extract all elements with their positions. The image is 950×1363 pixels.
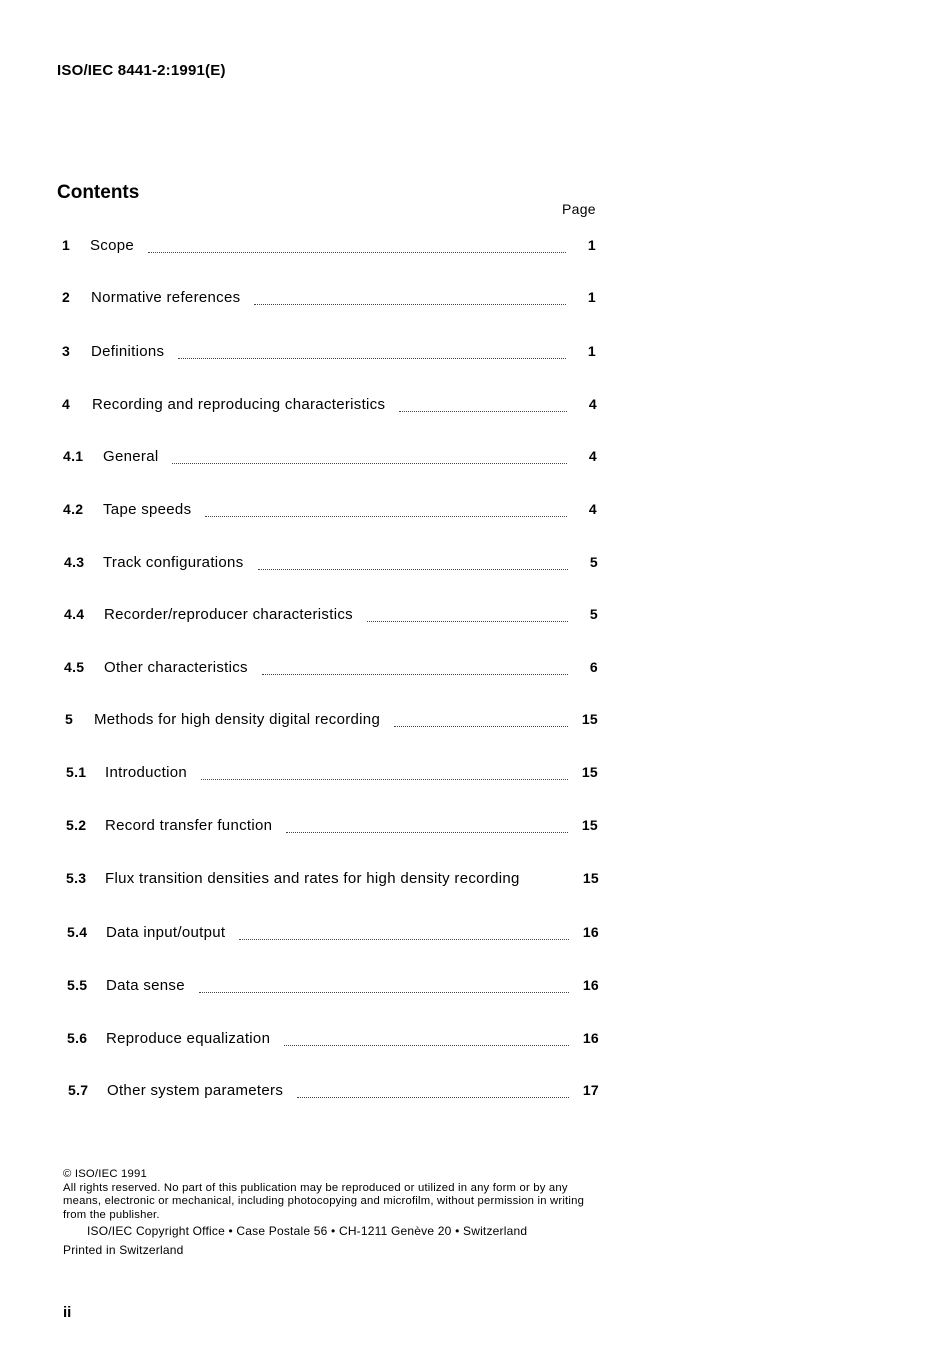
- document-identifier: ISO/IEC 8441-2:1991(E): [57, 62, 226, 79]
- copyright-office: ISO/IEC Copyright Office • Case Postale 56 • CH-1211 Genève 20 • Switzerland: [87, 1224, 528, 1238]
- toc-entry-number: 4.3: [64, 554, 85, 570]
- toc-entry-page: 1: [587, 289, 596, 305]
- toc-entry-page: 15: [582, 870, 599, 886]
- dot-leader: [178, 358, 566, 359]
- copyright-block: [63, 1168, 608, 1257]
- toc-entry-number: 5.5: [67, 977, 88, 993]
- toc-entry-number: 4.4: [64, 606, 85, 622]
- toc-entry-title: Track configurations: [103, 554, 244, 571]
- toc-entry-number: 5.4: [67, 924, 88, 940]
- toc-entry-page: 4: [588, 448, 597, 464]
- dot-leader: [367, 621, 568, 622]
- contents-heading: Contents: [57, 182, 140, 203]
- toc-entry-title: Methods for high density digital recording: [94, 711, 381, 728]
- toc-entry-number: 5: [65, 711, 74, 727]
- dot-leader: [199, 992, 569, 993]
- dot-leader: [399, 411, 567, 412]
- toc-entry-page: 5: [589, 606, 598, 622]
- toc-entry[interactable]: [68, 1082, 599, 1104]
- toc-entry-title: Reproduce equalization: [106, 1030, 271, 1047]
- toc-entry-title: Record transfer function: [105, 817, 273, 834]
- toc-entry-title: Recorder/reproducer characteristics: [104, 606, 353, 623]
- toc-entry-title: Tape speeds: [103, 501, 192, 518]
- toc-entry-page: 4: [588, 501, 597, 517]
- toc-entry-page: 5: [589, 554, 598, 570]
- toc-entry[interactable]: [67, 977, 599, 999]
- toc-entry[interactable]: [67, 924, 599, 946]
- toc-entry-number: 2: [62, 289, 71, 305]
- toc-entry-title: Introduction: [105, 764, 187, 781]
- toc-entry[interactable]: [65, 711, 598, 733]
- toc-entry[interactable]: [66, 870, 599, 892]
- toc-entry[interactable]: [67, 1030, 599, 1052]
- dot-leader: [258, 569, 568, 570]
- toc-entry-page: 15: [581, 817, 598, 833]
- toc-entry-page: 15: [581, 711, 598, 727]
- dot-leader: [284, 1045, 569, 1046]
- page-column-label: Page: [562, 201, 596, 217]
- toc-entry-page: 16: [582, 1030, 599, 1046]
- page-number: ii: [63, 1304, 72, 1321]
- dot-leader: [205, 516, 567, 517]
- toc-entry-page: 1: [587, 237, 596, 253]
- toc-entry-title: Flux transition densities and rates for high density recording: [105, 870, 520, 887]
- toc-entry-number: 5.1: [66, 764, 87, 780]
- toc-entry-title: Normative references: [91, 289, 241, 306]
- toc-entry-page: 4: [588, 396, 597, 412]
- dot-leader: [172, 463, 567, 464]
- toc-entry[interactable]: [64, 606, 598, 628]
- toc-entry-title: Recording and reproducing characteristics: [92, 396, 386, 413]
- toc-entry-number: 1: [62, 237, 71, 253]
- dot-leader: [239, 939, 569, 940]
- toc-entry-number: 3: [62, 343, 71, 359]
- dot-leader: [262, 674, 568, 675]
- toc-entry-title: Data sense: [106, 977, 185, 994]
- copyright-line: © ISO/IEC 1991: [63, 1168, 147, 1180]
- toc-entry-number: 4.5: [64, 659, 85, 675]
- toc-entry-title: Data input/output: [106, 924, 226, 941]
- toc-entry-page: 16: [582, 924, 599, 940]
- toc-entry[interactable]: [66, 764, 598, 786]
- toc-entry[interactable]: [64, 659, 598, 681]
- toc-entry[interactable]: [64, 554, 598, 576]
- rights-notice: All rights reserved. No part of this publication may be reproduced or utilized in any form or by any means, electronic or mechanical, including photocopying and microfilm, without permission in writing from the publisher.: [63, 1181, 585, 1221]
- printed-in: Printed in Switzerland: [63, 1242, 184, 1257]
- toc-entry-number: 4.2: [63, 501, 84, 517]
- toc-entry-title: Other system parameters: [107, 1082, 284, 1099]
- toc-entry-title: Definitions: [91, 343, 165, 360]
- toc-entry-number: 5.3: [66, 870, 87, 886]
- toc-entry[interactable]: [62, 396, 597, 418]
- toc-entry-page: 6: [589, 659, 598, 675]
- toc-entry-title: Scope: [90, 237, 135, 254]
- toc-entry-number: 4.1: [63, 448, 84, 464]
- toc-entry[interactable]: [62, 343, 596, 365]
- toc-entry-number: 5.2: [66, 817, 87, 833]
- dot-leader: [201, 779, 568, 780]
- toc-entry-number: 5.7: [68, 1082, 89, 1098]
- toc-entry-number: 4: [62, 396, 71, 412]
- toc-entry-page: 17: [582, 1082, 599, 1098]
- toc-entry-page: 1: [587, 343, 596, 359]
- toc-entry[interactable]: [63, 448, 597, 470]
- dot-leader: [286, 832, 568, 833]
- toc-entry-page: 16: [582, 977, 599, 993]
- dot-leader: [148, 252, 566, 253]
- toc-entry[interactable]: [63, 501, 597, 523]
- toc-entry-page: 15: [581, 764, 598, 780]
- dot-leader: [394, 726, 568, 727]
- dot-leader: [254, 304, 566, 305]
- toc-entry[interactable]: [62, 237, 596, 259]
- toc-entry[interactable]: [62, 289, 596, 311]
- toc-entry[interactable]: [66, 817, 598, 839]
- toc-entry-number: 5.6: [67, 1030, 88, 1046]
- dot-leader: [297, 1097, 569, 1098]
- toc-entry-title: General: [103, 448, 159, 465]
- toc-entry-title: Other characteristics: [104, 659, 248, 676]
